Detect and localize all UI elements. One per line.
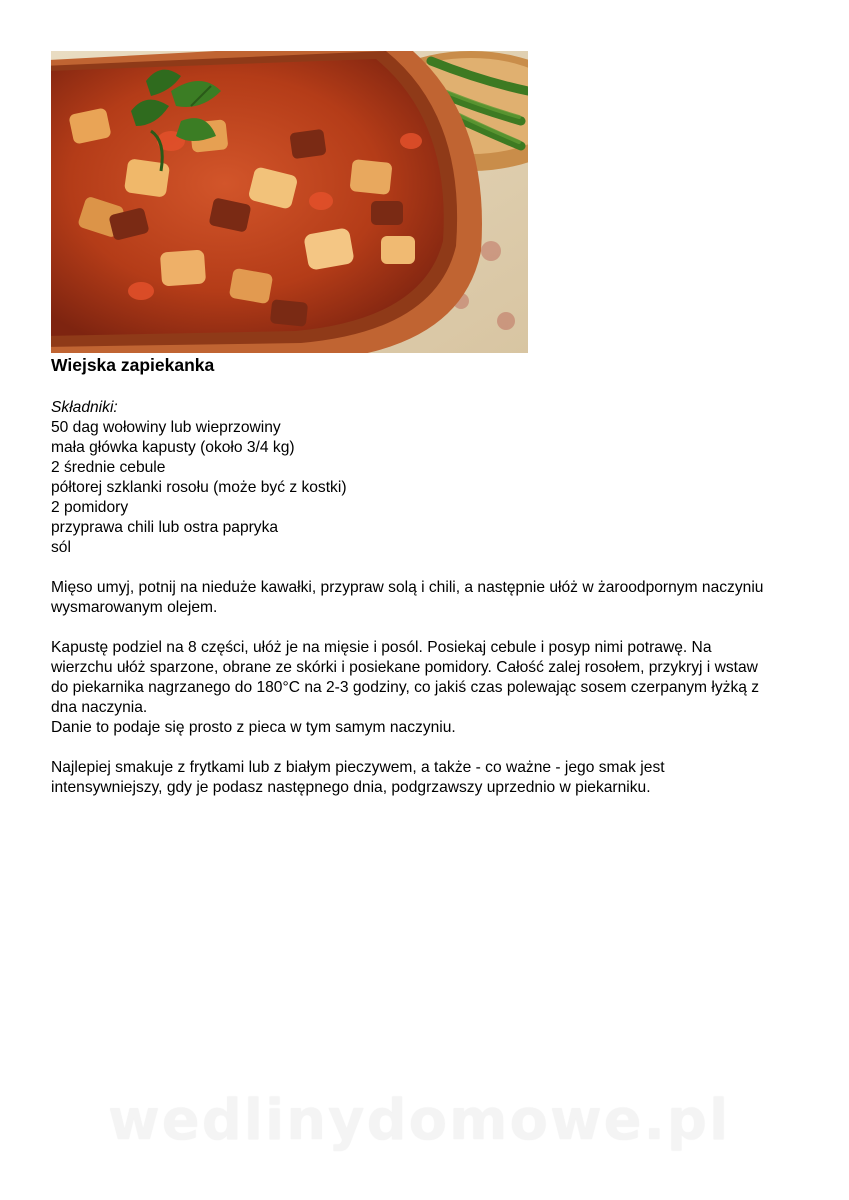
instruction-paragraph-2: Kapustę podziel na 8 części, ułóż je na mięsie i posól. Posiekaj cebule i posyp nimi potrawę. Na wierzchu ułóż sparzone, obrane ze skórki i posiekane pomidory. Całość zalej rosołem, przykryj i wstaw do piekarnika nagrzanego do 180°C na 2-3 godziny, co jakiś czas polewając sosem czerpanym łyżką z dna naczynia. <box>51 639 760 716</box>
dish-photo <box>51 51 528 353</box>
ingredient-item: przyprawa chili lub ostra papryka <box>51 519 279 536</box>
site-watermark: wedlinydomowe.pl <box>108 1088 731 1153</box>
ingredient-list <box>51 418 771 558</box>
ingredient-item: mała główka kapusty (około 3/4 kg) <box>51 439 295 456</box>
serving-tip-paragraph: Najlepiej smakuje z frytkami lub z białym pieczywem, a także - co ważne - jego smak jest intensywniejszy, gdy je podasz następnego dnia, podgrzawszy uprzednio w piekarniku. <box>51 759 665 796</box>
ingredient-item: 50 dag wołowiny lub wieprzowiny <box>51 419 281 436</box>
recipe-content <box>51 398 771 818</box>
ingredient-item: sól <box>51 539 71 556</box>
casserole-illustration <box>51 51 528 353</box>
ingredients-label: Składniki: <box>51 399 118 416</box>
ingredient-item: 2 średnie cebule <box>51 459 166 476</box>
recipe-title: Wiejska zapiekanka <box>51 355 215 375</box>
instruction-paragraph-1: Mięso umyj, potnij na nieduże kawałki, przypraw solą i chili, a następnie ułóż w żaroodpornym naczyniu wysmarowanym olejem. <box>51 579 764 616</box>
ingredient-item: półtorej szklanki rosołu (może być z kostki) <box>51 479 347 496</box>
instruction-paragraph-3: Danie to podaje się prosto z pieca w tym samym naczyniu. <box>51 719 456 736</box>
ingredient-item: 2 pomidory <box>51 499 129 516</box>
